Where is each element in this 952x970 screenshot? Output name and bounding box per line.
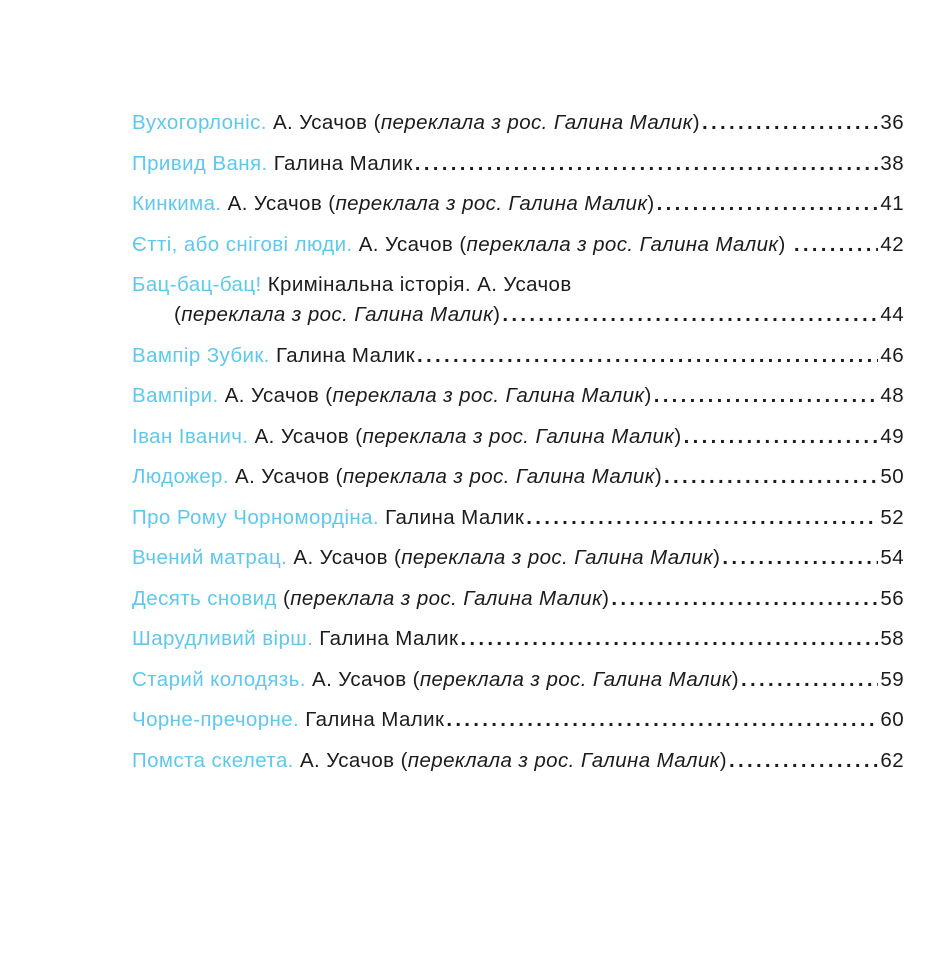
dot-leader [684,422,879,452]
entry-note: переклала з рос. Галина Малик [419,667,732,691]
entry-paren-close: ) [731,667,740,691]
entry-paren-close: ) [692,111,700,134]
entry-first-line [132,270,904,300]
dot-leader [729,746,878,776]
entry-page-number: 46 [880,343,904,367]
toc-entry[interactable] [132,422,904,452]
entry-paren-open: ( [325,384,333,407]
entry-title: Кинкима. [132,192,222,215]
entry-paren-close: ) [644,384,652,407]
entry-page-number: 62 [880,748,904,772]
entry-title: Іван Іванич. [132,424,249,448]
toc-entry[interactable] [132,108,904,138]
dot-leader [417,341,878,371]
entry-author: А. Усачов [293,546,388,569]
toc-entry[interactable] [132,381,904,411]
entry-page-number: 49 [880,424,904,448]
entry-paren-close: ) [778,232,786,256]
entry-author: Галина Малик [385,505,525,529]
toc-entry[interactable] [132,543,904,573]
entry-page-number: 60 [880,708,904,731]
entry-paren-open: ( [283,586,291,610]
entry-note: переклала з рос. Галина Малик [181,303,494,326]
entry-paren-open: ( [394,546,402,569]
entry-paren-close: ) [719,748,727,772]
entry-page-number: 36 [880,111,904,134]
entry-author: А. Усачов [312,667,407,691]
entry-title: Шарудливий вірш. [132,627,314,650]
entry-title: Помста скелета. [132,748,294,772]
entry-author: А. Усачов [227,192,323,215]
toc-entry[interactable] [132,189,904,219]
toc-entry[interactable] [132,270,904,330]
entry-paren-close: ) [647,192,655,215]
toc-entry[interactable] [132,624,904,654]
entry-title: Вчений матрац. [132,546,288,569]
entry-paren-open: ( [412,667,420,691]
entry-page-number: 38 [880,151,904,175]
toc-entry[interactable] [132,746,904,776]
entry-paren-open: ( [335,465,343,488]
entry-note: переклала з рос. Галина Малик [401,546,714,569]
toc-entry[interactable] [132,149,904,179]
entry-title: Вампір Зубик. [132,343,270,367]
toc-entry[interactable] [132,230,904,260]
dot-leader [664,462,878,492]
entry-title: Про Рому Чорномордіна. [132,505,380,529]
entry-paren-open: ( [355,424,363,448]
entry-author: А. Усачов [235,465,330,488]
entry-author: А. Усачов [272,111,368,134]
entry-page-number: 41 [880,192,904,215]
entry-author: Галина Малик [275,343,416,367]
toc-entry[interactable] [132,462,904,492]
entry-title: Десять сновид [132,586,277,610]
entry-author: Галина Малик [319,627,459,650]
entry-paren-close: ) [674,424,682,448]
entry-paren-open: ( [459,232,467,256]
dot-leader [741,665,878,695]
dot-leader [794,230,879,260]
entry-paren-open: ( [373,111,381,134]
dot-leader [446,705,878,735]
table-of-contents [132,108,904,786]
entry-page-number: 48 [880,384,904,407]
entry-page-number: 58 [880,627,904,650]
dot-leader [657,189,879,219]
entry-page-number: 59 [880,667,904,691]
entry-paren-close: ) [493,303,501,326]
dot-leader [526,503,878,533]
entry-title: Привид Ваня. [132,151,268,175]
entry-author: Галина Малик [305,708,445,731]
dot-leader [415,149,879,179]
entry-note: переклала з рос. Галина Малик [332,384,645,407]
dot-leader [722,543,878,573]
toc-entry[interactable] [132,705,904,735]
dot-leader [702,108,878,138]
entry-note: переклала з рос. Галина Малик [290,586,603,610]
toc-entry[interactable] [132,341,904,371]
entry-title: Старий колодязь. [132,667,306,691]
entry-author: А. Усачов [224,384,320,407]
toc-entry[interactable] [132,665,904,695]
toc-entry[interactable] [132,584,904,614]
entry-title: Єтті, або снігові люди. [132,232,353,256]
entry-page-number: 44 [880,303,904,326]
entry-paren-close: ) [713,546,721,569]
entry-paren-open: ( [400,748,408,772]
entry-author: Галина Малик [273,151,413,175]
entry-note: переклала з рос. Галина Малик [466,232,779,256]
entry-page-number: 50 [880,465,904,488]
entry-page-number: 52 [880,505,904,529]
entry-title: Бац-бац-бац! [132,273,262,296]
dot-leader [611,584,878,614]
entry-title: Людожер. [132,465,229,488]
entry-author: Кримінальна історія. А. Усачов [267,273,572,296]
entry-note: переклала з рос. Галина Малик [407,748,720,772]
entry-paren-open: ( [328,192,336,215]
dot-leader [460,624,878,654]
toc-entry[interactable] [132,503,904,533]
entry-title: Вухогорлоніс. [132,111,267,134]
entry-note: переклала з рос. Галина Малик [335,192,648,215]
entry-author: А. Усачов [254,424,350,448]
entry-paren-close: ) [654,465,663,488]
entry-title: Чорне-пречорне. [132,708,300,731]
entry-author: А. Усачов [358,232,454,256]
dot-leader [502,300,878,330]
entry-paren-open: ( [174,303,182,326]
entry-author: А. Усачов [299,748,395,772]
entry-page-number: 54 [880,546,904,569]
entry-title: Вампіри. [132,384,219,407]
entry-note: переклала з рос. Галина Малик [342,465,655,488]
entry-page-number: 42 [880,232,904,256]
entry-second-line [132,300,904,330]
entry-note: переклала з рос. Галина Малик [362,424,675,448]
entry-paren-close: ) [602,586,610,610]
entry-page-number: 56 [880,586,904,610]
dot-leader [654,381,879,411]
entry-note: переклала з рос. Галина Малик [380,111,693,134]
